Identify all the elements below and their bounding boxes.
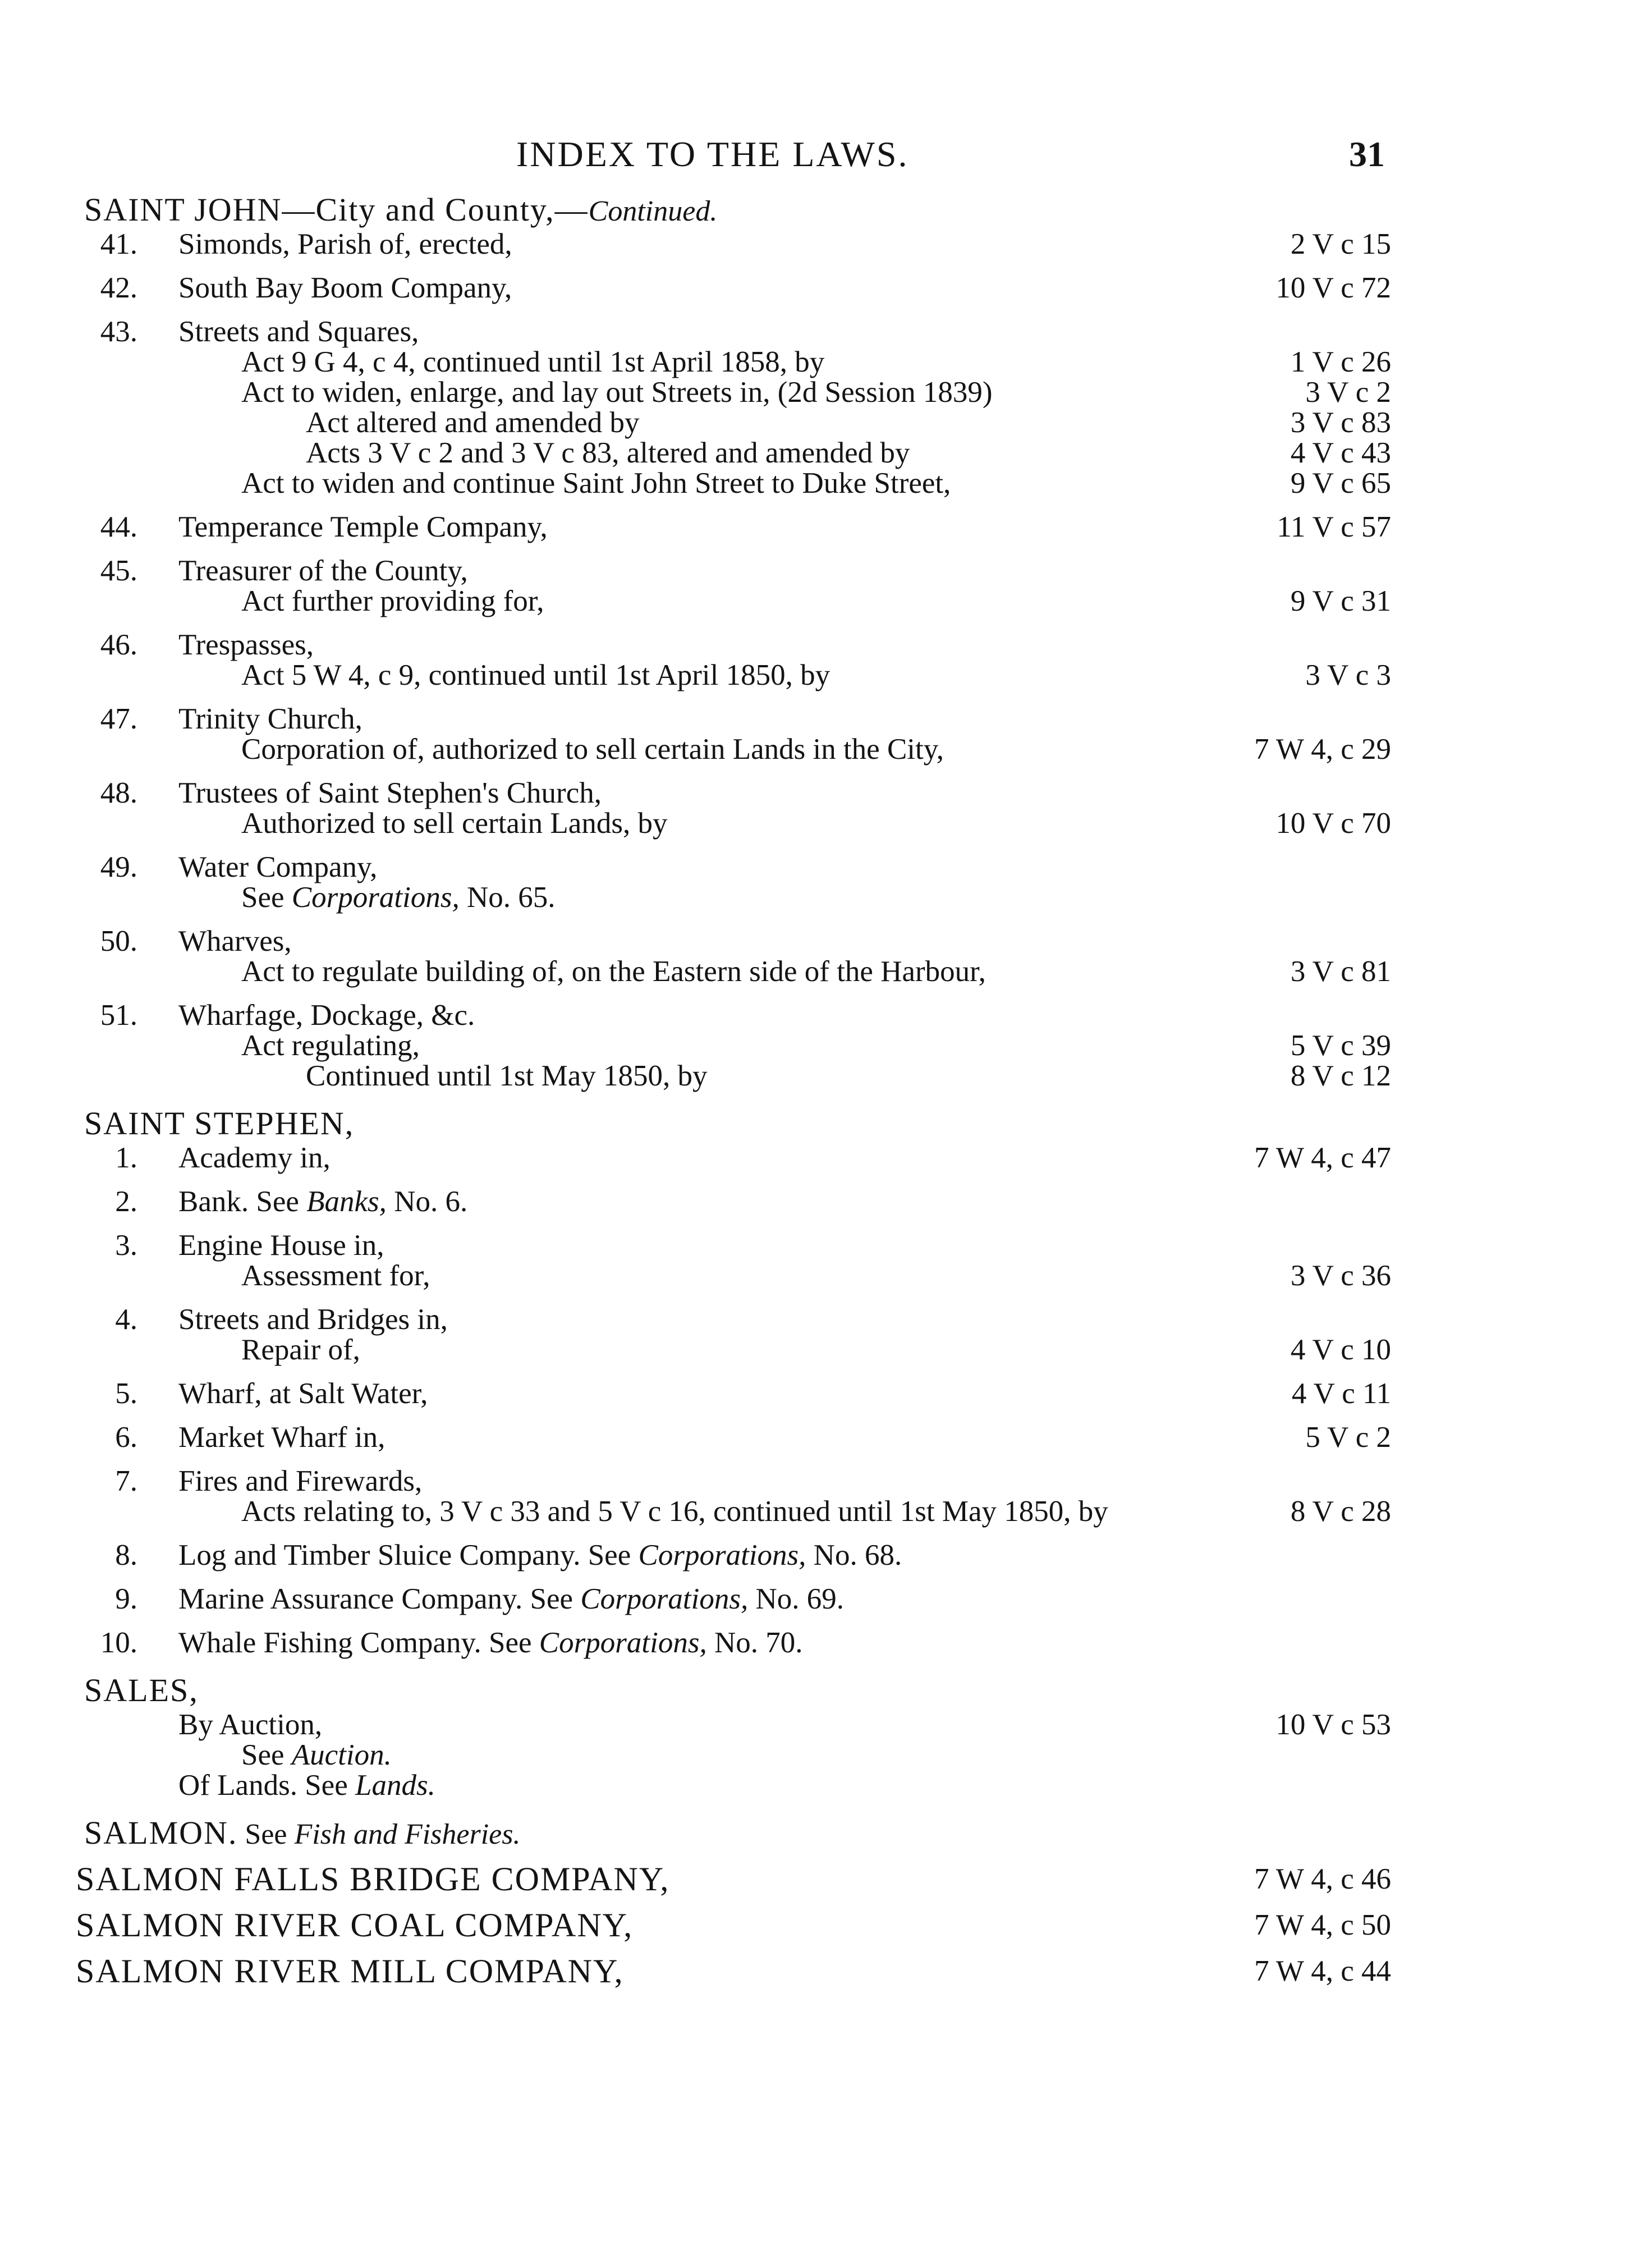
citation: 3 V c 3 (1305, 659, 1391, 691)
entry-2: 2. Bank. See Banks, No. 6. (115, 1185, 468, 1218)
citation: 10 V c 53 (1275, 1708, 1391, 1741)
section-heading-sales: SALES, (84, 1672, 199, 1708)
entry-salmon-falls-bridge: SALMON FALLS BRIDGE COMPANY, 7 W 4, c 46 (76, 1861, 1391, 1898)
entry-45-sub: Act further providing for, 9 V c 31 (241, 585, 1391, 617)
entry-auction-see: See Auction. (241, 1739, 392, 1771)
section-heading-saint-john: SAINT JOHN—City and County,—Continued. (84, 191, 718, 228)
entry-50: 50. Wharves, (100, 925, 292, 957)
citation: 8 V c 28 (1290, 1495, 1391, 1528)
page-header (0, 134, 1652, 178)
entry-1: 1. Academy in, 7 W 4, c 47 (115, 1142, 1391, 1174)
cross-reference: Lands. (355, 1769, 435, 1802)
entry-4: 4. Streets and Bridges in, (115, 1303, 448, 1336)
index-content (0, 191, 1652, 1990)
entry-43: 43. Streets and Squares, (100, 315, 419, 348)
entry-51: 51. Wharfage, Dockage, &c. (100, 999, 475, 1032)
entry-salmon-river-coal: SALMON RIVER COAL COMPANY, 7 W 4, c 50 (76, 1907, 1391, 1944)
entry-51-sub: Continued until 1st May 1850, by 8 V c 12 (306, 1060, 1391, 1092)
entry-44: 44. Temperance Temple Company, 11 V c 57 (100, 511, 1391, 543)
citation: 8 V c 12 (1290, 1060, 1391, 1092)
entry-3-sub: Assessment for, 3 V c 36 (241, 1259, 1391, 1292)
citation: 7 W 4, c 29 (1254, 733, 1391, 766)
entry-47: 47. Trinity Church, (100, 703, 362, 735)
cross-reference: Corporations, (580, 1583, 749, 1615)
cross-reference: Corporations, (539, 1626, 707, 1659)
entry-5: 5. Wharf, at Salt Water, 4 V c 11 (115, 1377, 1391, 1410)
entry-47-sub: Corporation of, authorized to sell certain Lands in the City, 7 W 4, c 29 (241, 733, 1391, 766)
citation: 3 V c 2 (1305, 376, 1391, 409)
entry-6: 6. Market Wharf in, 5 V c 2 (115, 1421, 1391, 1454)
citation: 7 W 4, c 46 (1254, 1863, 1391, 1895)
citation: 10 V c 72 (1275, 272, 1391, 304)
entry-49: 49. Water Company, (100, 851, 378, 883)
entry-41: 41. Simonds, Parish of, erected, 2 V c 15 (100, 228, 1391, 260)
citation: 3 V c 36 (1290, 1259, 1391, 1292)
entry-49-sub: See Corporations, No. 65. (241, 881, 556, 914)
entry-auction: By Auction, 10 V c 53 (178, 1708, 1391, 1741)
entry-43-sub: Act to widen and continue Saint John Street to Duke Street, 9 V c 65 (241, 467, 1391, 500)
entry-43-sub: Act 9 G 4, c 4, continued until 1st April 1858, by 1 V c 26 (241, 346, 1391, 378)
entry-lands: Of Lands. See Lands. (178, 1769, 435, 1802)
entry-43-sub: Acts 3 V c 2 and 3 V c 83, altered and amended by 4 V c 43 (306, 437, 1391, 469)
citation: 3 V c 83 (1290, 406, 1391, 439)
citation: 10 V c 70 (1275, 807, 1391, 840)
entry-7-sub: Acts relating to, 3 V c 33 and 5 V c 16, continued until 1st May 1850, by 8 V c 28 (241, 1495, 1391, 1528)
citation: 4 V c 11 (1291, 1377, 1391, 1410)
citation: 4 V c 43 (1290, 437, 1391, 469)
entry-50-sub: Act to regulate building of, on the Eastern side of the Harbour, 3 V c 81 (241, 955, 1391, 988)
citation: 3 V c 81 (1290, 955, 1391, 988)
citation: 7 W 4, c 44 (1254, 1955, 1391, 1987)
cross-reference: Fish and Fisheries. (294, 1818, 521, 1850)
section-heading-salmon: SALMON. See Fish and Fisheries. (84, 1815, 521, 1851)
citation: 5 V c 39 (1290, 1029, 1391, 1062)
citation: 5 V c 2 (1305, 1421, 1391, 1454)
citation: 4 V c 10 (1290, 1334, 1391, 1366)
entry-42: 42. South Bay Boom Company, 10 V c 72 (100, 272, 1391, 304)
cross-reference: Banks, (306, 1185, 387, 1218)
entry-43-sub: Act altered and amended by 3 V c 83 (306, 406, 1391, 439)
citation: 9 V c 31 (1290, 585, 1391, 617)
entry-46-sub: Act 5 W 4, c 9, continued until 1st April 1850, by 3 V c 3 (241, 659, 1391, 691)
cross-reference: Auction. (291, 1739, 392, 1771)
cross-reference: Corporations, (291, 881, 460, 914)
entry-3: 3. Engine House in, (115, 1229, 384, 1262)
entry-salmon-river-mill: SALMON RIVER MILL COMPANY, 7 W 4, c 44 (76, 1953, 1391, 1990)
entry-43-sub: Act to widen, enlarge, and lay out Streets in, (2d Session 1839) 3 V c 2 (241, 376, 1391, 409)
entry-10: 10. Whale Fishing Company. See Corporations, No. 70. (100, 1626, 803, 1659)
entry-48-sub: Authorized to sell certain Lands, by 10 V c 70 (241, 807, 1391, 840)
entry-8: 8. Log and Timber Sluice Company. See Corporations, No. 68. (115, 1539, 902, 1571)
entry-48: 48. Trustees of Saint Stephen's Church, (100, 777, 602, 809)
entry-7: 7. Fires and Firewards, (115, 1465, 423, 1497)
entry-51-sub: Act regulating, 5 V c 39 (241, 1029, 1391, 1062)
citation: 9 V c 65 (1290, 467, 1391, 500)
entry-9: 9. Marine Assurance Company. See Corporations, No. 69. (115, 1583, 845, 1615)
entry-4-sub: Repair of, 4 V c 10 (241, 1334, 1391, 1366)
cross-reference: Corporations, (638, 1539, 806, 1571)
citation: 2 V c 15 (1290, 228, 1391, 260)
citation: 1 V c 26 (1290, 346, 1391, 378)
running-title: INDEX TO THE LAWS. (516, 134, 909, 174)
citation: 7 W 4, c 47 (1254, 1142, 1391, 1174)
citation: 11 V c 57 (1277, 511, 1391, 543)
entry-45: 45. Treasurer of the County, (100, 555, 468, 587)
citation: 7 W 4, c 50 (1254, 1909, 1391, 1941)
section-heading-saint-stephen: SAINT STEPHEN, (84, 1105, 355, 1142)
entry-46: 46. Trespasses, (100, 629, 314, 661)
page-number: 31 (1349, 134, 1385, 174)
